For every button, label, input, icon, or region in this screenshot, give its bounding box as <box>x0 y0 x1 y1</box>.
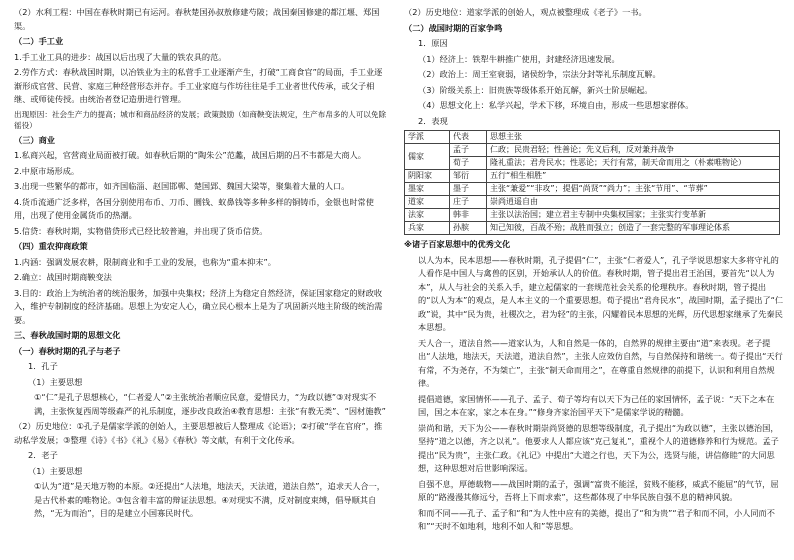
idea-cell: 主张以法治国；建立君主专制中央集权国家；主张实行变革新 <box>487 209 780 222</box>
water-conservancy-text: （2）水利工程：中国在春秋时期已有运河。春秋楚国孙叔敖修建芍陂；战国秦国修建的都江堰、郑国渠。 <box>14 7 380 31</box>
left-column <box>14 6 389 523</box>
school-name-cell: 儒家 <box>405 144 450 170</box>
harmony-diversity-text: 和而不同——孔子、孟子和“和”为人性中应有的美德，提出了“和为贵”“君子和而不同，小人同而不和”“天时不如地利，地利不如人和”等思想。 <box>418 507 775 531</box>
representative-cell: 孟子 <box>450 144 487 157</box>
reason-culture: （4）思想文化上：私学兴起，学术下移，环境自由，形成一些思想家群体。 <box>418 100 694 110</box>
idea-cell: 主张“兼爱”“非攻”；提倡“尚贤”“尚力”；主张“节用”、“节葬” <box>487 183 780 196</box>
confucius-status-text: （2）历史地位：①孔子是儒家学派的创始人，主要思想被后人整理成《论语》；②打破“学在官府”，推动私学发展；③整理《诗》《书》《礼》《易》《春秋》等文献，有利于文化传承。 <box>14 421 383 445</box>
table-row <box>405 209 780 222</box>
laozi-thought-text: ①认为“道”是天地万物的本原。②还提出“人法地，地法天，天法道，道法自然”，追求天人合一，是古代朴素的唯物论。③包含着丰富的辩证法思想。④对现实不满，反对制度束缚，倡导顺其自然，“无为而治”，目的是建立小国寡民时代。 <box>34 481 385 518</box>
section-handicraft-heading: （二）手工业 <box>14 36 64 46</box>
section-commerce-heading: （三）商业 <box>14 134 55 145</box>
subsection-confucius-laozi-heading: （一）春秋时期的孔子与老子 <box>14 345 121 356</box>
manifestation-heading: 2．表现 <box>418 115 448 126</box>
table-row <box>405 222 780 235</box>
table-header-cell: 代表 <box>450 131 487 144</box>
idea-cell: 仁政；民贵君轻；性善论；先义后利，反对兼并战争 <box>487 144 780 157</box>
table-row <box>405 144 780 157</box>
section-policy-heading: （四）重农抑商政策 <box>14 241 88 251</box>
reasons-heading: 1．原因 <box>418 38 448 48</box>
nature-harmony-text: 天人合一，道法自然——道家认为，人和自然是一体的，自然界的规律主要由“道”来表现。老子提出“人法地，地法天，天法道，道法自然”，主张人应效仿自然，与自然保持和谐统一。荀子提出“天行有常，不为尧存，不为桀亡”，主张“制天命而用之”，在尊重自然规律的前提下，认识和利用自然规律。 <box>418 337 783 388</box>
representative-cell: 荀子 <box>450 157 487 170</box>
policy-item-2: 2.确立：战国时期商鞅变法 <box>14 272 112 282</box>
family-country-text: 提倡道德，家国情怀——孔子、孟子、荀子等均有以天下为己任的家国情怀，孟子说：“天下之本在国，国之本在家，家之本在身。”“修身齐家治国平天下”是儒家学说的精髓。 <box>418 393 775 417</box>
hundred-schools-heading: （二）战国时期的百家争鸣 <box>404 22 503 33</box>
handicraft-labor-text: 2.劳作方式：春秋战国时期，以冶铁业为主的私营手工业逐渐产生，打破“工商食官”的局面，手工业逐渐形成官营、民营、家庭三种经营形态并存。手工业家庭与作坊往往是手工业者世代传承，或父子相继、或师徒传授。由统治者登记造册进行管理。 <box>14 67 383 104</box>
representative-cell: 孙膑 <box>450 222 487 235</box>
table-header-row <box>405 131 780 144</box>
excellent-culture-heading: ※诸子百家思想中的优秀文化 <box>404 239 511 249</box>
policy-item-3: 3.目的：政治上为统治者的统治服务，加强中央集权；经济上为稳定自然经济，保证国家稳定的财政收入，维护专制制度的经济基础。思想上为安定人心，确立民心根本上是为了巩固新兴地主阶级的统治需要。 <box>14 287 383 325</box>
idea-cell: 五行“相生相胜” <box>487 170 780 183</box>
commerce-item-1: 1.私商兴起，官营商业局面被打破。如春秋后期的“陶朱公”范蠡，战国后期的吕不韦都是大商人。 <box>14 150 366 160</box>
reason-economic: （1）经济上：铁犁牛耕推广使用，封建经济迅速发展。 <box>418 53 620 64</box>
commerce-item-5: 5.信贷：春秋时期，实物借贷形式已经比较普遍，并出现了货币信贷。 <box>14 225 268 236</box>
laozi-heading: 2．老子 <box>28 450 58 460</box>
reason-political: （2）政治上：周王室衰弱，诸侯纷争，宗法分封等礼乐制度瓦解。 <box>418 69 661 79</box>
representative-cell: 邹衍 <box>450 170 487 183</box>
representative-cell: 韩非 <box>450 209 487 222</box>
section-thought-heading: 三、春秋战国时期的思想文化 <box>14 330 121 340</box>
schools-table <box>404 130 780 235</box>
representative-cell: 庄子 <box>450 196 487 209</box>
school-name-cell: 墨家 <box>405 183 450 196</box>
commerce-item-2: 2.中原市场形成。 <box>14 165 80 176</box>
school-name-cell: 兵家 <box>405 222 450 235</box>
policy-item-1: 1.内涵：强调发展农耕，限制商业和手工业的发展，也称为“重本抑末”。 <box>14 256 276 267</box>
reason-class: （3）阶级关系上：旧贵族等级体系开始瓦解，新兴士阶层崛起。 <box>418 84 653 95</box>
people-oriented-text: 以人为本，民本思想——春秋时期，孔子提倡“仁”，主张“仁者爱人”，孔子学说思想家大多将守礼的人看作是中国人与禽兽的区别，开始承认人的价值。春秋时期，管子提出君王治国，要首先“以人为本”，从人与社会的关系入手，建立起儒家的一套规范社会关系的伦理秩序。春秋时期，管子提出的“以人为本”的观点，是人本主义的一个重要思想。荀子提出“君舟民水”，战国时期，孟子提出了“仁政”说，其中“民为贵，社稷次之，君为轻”的主张，闪耀着民本思想的光辉，历代思想家继承了先秦民本思想。 <box>418 254 784 332</box>
table-row <box>405 196 780 209</box>
school-name-cell: 道家 <box>405 196 450 209</box>
table-row <box>405 183 780 196</box>
right-column <box>404 6 784 536</box>
harmony-public-text: 崇尚和谐，天下为公——春秋时期崇尚贤德的思想等级制度，孔子提出“为政以德”，主张以德治国，坚持“道之以德，齐之以礼”。他要求人人都应该“克己复礼”，重视个人的道德修养和行为规范。孟子提出“民为贵”，主张仁政。《礼记》中提出“大道之行也，天下为公，选贤与能，讲信修睦”的大同思想，这种思想对后世影响深远。 <box>418 422 779 473</box>
laozi-status-text: （2）历史地位：道家学派的创始人，观点被整理成《老子》一书。 <box>404 7 647 17</box>
idea-cell: 崇尚逍遥自由 <box>487 196 780 209</box>
school-name-cell: 法家 <box>405 209 450 222</box>
confucius-thought-text: ①“仁”是孔子思想核心，“仁者爱人”②主张统治者顺应民意，爱惜民力，“为政以德”③对现实不满，主张恢复西周等级森严的礼乐制度，逐步改良政治④教育思想：主张“有教无类”、“因材施教” <box>34 392 386 416</box>
laozi-thought-heading: （1）主要思想 <box>28 465 83 476</box>
handicraft-reason-note: 出现原因：社会生产力的提高；城市和商品经济的发展；政策鼓励（如商鞅变法规定，生产布帛多的人可以免除徭役） <box>14 109 387 130</box>
table-header-cell: 思想主张 <box>487 131 780 144</box>
representative-cell: 墨子 <box>450 183 487 196</box>
commerce-item-3: 3.出现一些繁华的都市，如齐国临淄、赵国邯郸、楚国郢、魏国大梁等，聚集着大量的人口。 <box>14 181 350 191</box>
self-improvement-text: 自强不息，厚德载物——战国时期的孟子，强调“富贵不能淫，贫贱不能移，威武不能屈”的气节，屈原的“路漫漫其修远兮，吾将上下而求索”，这些都体现了中华民族自强不息的精神风貌。 <box>418 478 779 502</box>
table-row <box>405 157 780 170</box>
school-name-cell: 阴阳家 <box>405 170 450 183</box>
idea-cell: 知己知彼，百战不殆；战胜而强立；创造了一套完整的军事理论体系 <box>487 222 780 235</box>
idea-cell: 隆礼重法；君舟民水；性恶论；天行有常，制天命而用之（朴素唯物论） <box>487 157 780 170</box>
confucius-thought-heading: （1）主要思想 <box>28 376 83 387</box>
handicraft-tools-text: 1.手工业工具的进步：战国以后出现了大量的铁农具的范。 <box>14 51 227 62</box>
confucius-heading: 1．孔子 <box>28 361 58 371</box>
commerce-item-4: 4.货币流通广泛多样，各国分别使用布币、刀币、圜钱、蚁鼻钱等多种多样的铜铸币，金银也时常使用，出现了使用金属货币的热潮。 <box>14 196 374 220</box>
table-row <box>405 170 780 183</box>
table-header-cell: 学派 <box>405 131 450 144</box>
